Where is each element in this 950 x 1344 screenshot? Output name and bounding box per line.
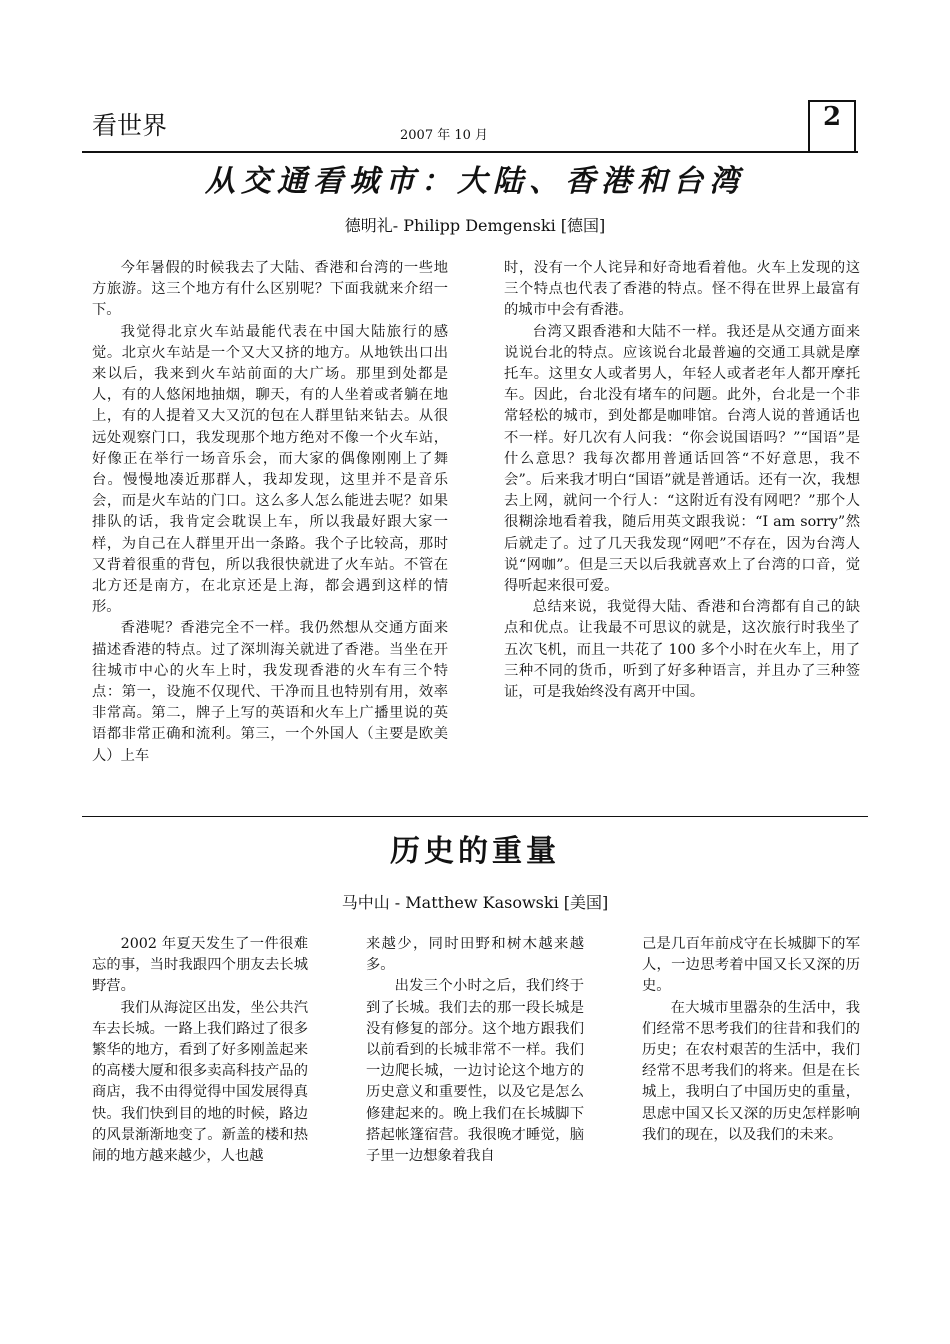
article2-byline: 马中山 - Matthew Kasowski [美国] bbox=[341, 893, 609, 912]
paragraph: 台湾又跟香港和大陆不一样。我还是从交通方面来说说台北的特点。应该说台北最普遍的交通工具就是摩托车。这里女人或者男人，年轻人或者老年人都开摩托车。因此，台北没有堵车的问题。此外，台北是一个非常轻松的城市，到处都是咖啡馆。台湾人说的普通话也不一样。好几次有人问我：“你会说国语吗？”“国语”是什么意思？我每次都用普通话回答“不好意思，我不会”。后来我才明白“国语”就是普通话。还有一次，我想去上网，就问一个行人：“这附近有没有网吧？”那个人很糊涂地看着我，随后用英文跟我说：“I am sorry”然后就走了。过了几天我发现“网吧”不存在，因为台湾人说“网咖”。但是三天以后我就喜欢上了台湾的口音，觉得听起来很可爱。 bbox=[504, 323, 860, 595]
paragraph: 我觉得北京火车站最能代表在中国大陆旅行的感觉。北京火车站是一个又大又挤的地方。从地铁出口出来以后，我来到火车站前面的大广场。那里到处都是人，有的人悠闲地抽烟，聊天，有的人坐着或者躺在地上，有的人提着又大又沉的包在人群里钻来钻去。从很远处观察门口，我发现那个地方绝对不像一个火车站，好像正在举行一场音乐会，而大家的偶像刚刚上了舞台。慢慢地凑近那群人，我却发现，这里并不是音乐会，而是火车站的门口。这么多人怎么能进去呢？如果排队的话，我肯定会耽误上车，所以我最好跟大家一样，为自己在人群里开出一条路。我个子比较高，那时又背着很重的背包，所以我很快就进了火车站。不管在北方还是南方，在北京还是上海，都会遇到这样的情形。 bbox=[92, 323, 448, 616]
paragraph: 我们从海淀区出发，坐公共汽车去长城。一路上我们路过了很多繁华的地方，看到了好多刚盖起来的高楼大厦和很多卖高科技产品的商店，我不由得觉得中国发展得真快。我们快到目的地的时候，路边的风景渐渐地变了。新盖的楼和热闹的地方越来越少，人也越 bbox=[92, 999, 308, 1165]
paragraph: 己是几百年前戍守在长城脚下的军人，一边思考着中国又长又深的历史。 bbox=[642, 936, 860, 995]
article2-column-2 bbox=[366, 934, 584, 1167]
section-title: 看世界 bbox=[92, 111, 168, 140]
article2-column-3 bbox=[642, 934, 860, 1146]
header-rule bbox=[82, 151, 858, 153]
article1-title: 从交通看城市：大陆、香港和台湾 bbox=[205, 164, 745, 199]
page-number: 2 bbox=[808, 100, 856, 152]
paragraph: 时，没有一个人诧异和好奇地看着他。火车上发现的这三个特点也代表了香港的特点。怪不得在世界上最富有的城市中会有香港。 bbox=[504, 260, 860, 319]
article1-right-column bbox=[504, 258, 860, 703]
paragraph: 香港呢？香港完全不一样。我仍然想从交通方面来描述香港的特点。过了深圳海关就进了香港。当坐在开往城市中心的火车上时，我发现香港的火车有三个特点：第一，设施不仅现代、干净而且也特别有用，效率非常高。第二，牌子上写的英语和火车上广播里说的英语都非常正确和流利。第三，一个外国人（主要是欧美人）上车 bbox=[92, 620, 448, 764]
paragraph: 来越少，同时田野和树木越来越多。 bbox=[366, 936, 584, 974]
article2-column-1 bbox=[92, 934, 308, 1167]
section-divider bbox=[82, 816, 868, 817]
paragraph: 总结来说，我觉得大陆、香港和台湾都有自己的缺点和优点。让我最不可思议的就是，这次旅行时我坐了五次飞机，而且一共花了 100 多个小时在火车上，用了三种不同的货币，听到了好多种语言，并且办了三种签证，可是我始终没有离开中国。 bbox=[504, 599, 860, 701]
article2-title: 历史的重量 bbox=[390, 834, 560, 869]
issue-date: 2007 年 10 月 bbox=[400, 128, 489, 143]
paragraph: 2002 年夏天发生了一件很难忘的事，当时我跟四个朋友去长城野营。 bbox=[92, 936, 308, 995]
article1-byline: 德明礼- Philipp Demgenski [德国] bbox=[344, 216, 606, 235]
paragraph: 出发三个小时之后，我们终于到了长城。我们去的那一段长城是没有修复的部分。这个地方跟我们以前看到的长城非常不一样。我们一边爬长城，一边讨论这个地方的历史意义和重要性，以及它是怎么修建起来的。晚上我们在长城脚下搭起帐篷宿营。我很晚才睡觉，脑子里一边想象着我自 bbox=[366, 978, 584, 1165]
article1-left-column bbox=[92, 258, 448, 767]
paragraph: 今年暑假的时候我去了大陆、香港和台湾的一些地方旅游。这三个地方有什么区别呢？下面我就来介绍一下。 bbox=[92, 260, 448, 319]
paragraph: 在大城市里嚣杂的生活中，我们经常不思考我们的往昔和我们的历史；在农村艰苦的生活中，我们经常不思考我们的将来。但是在长城上，我明白了中国历史的重量，思虑中国又长又深的历史怎样影响我们的现在，以及我们的未来。 bbox=[642, 999, 860, 1143]
